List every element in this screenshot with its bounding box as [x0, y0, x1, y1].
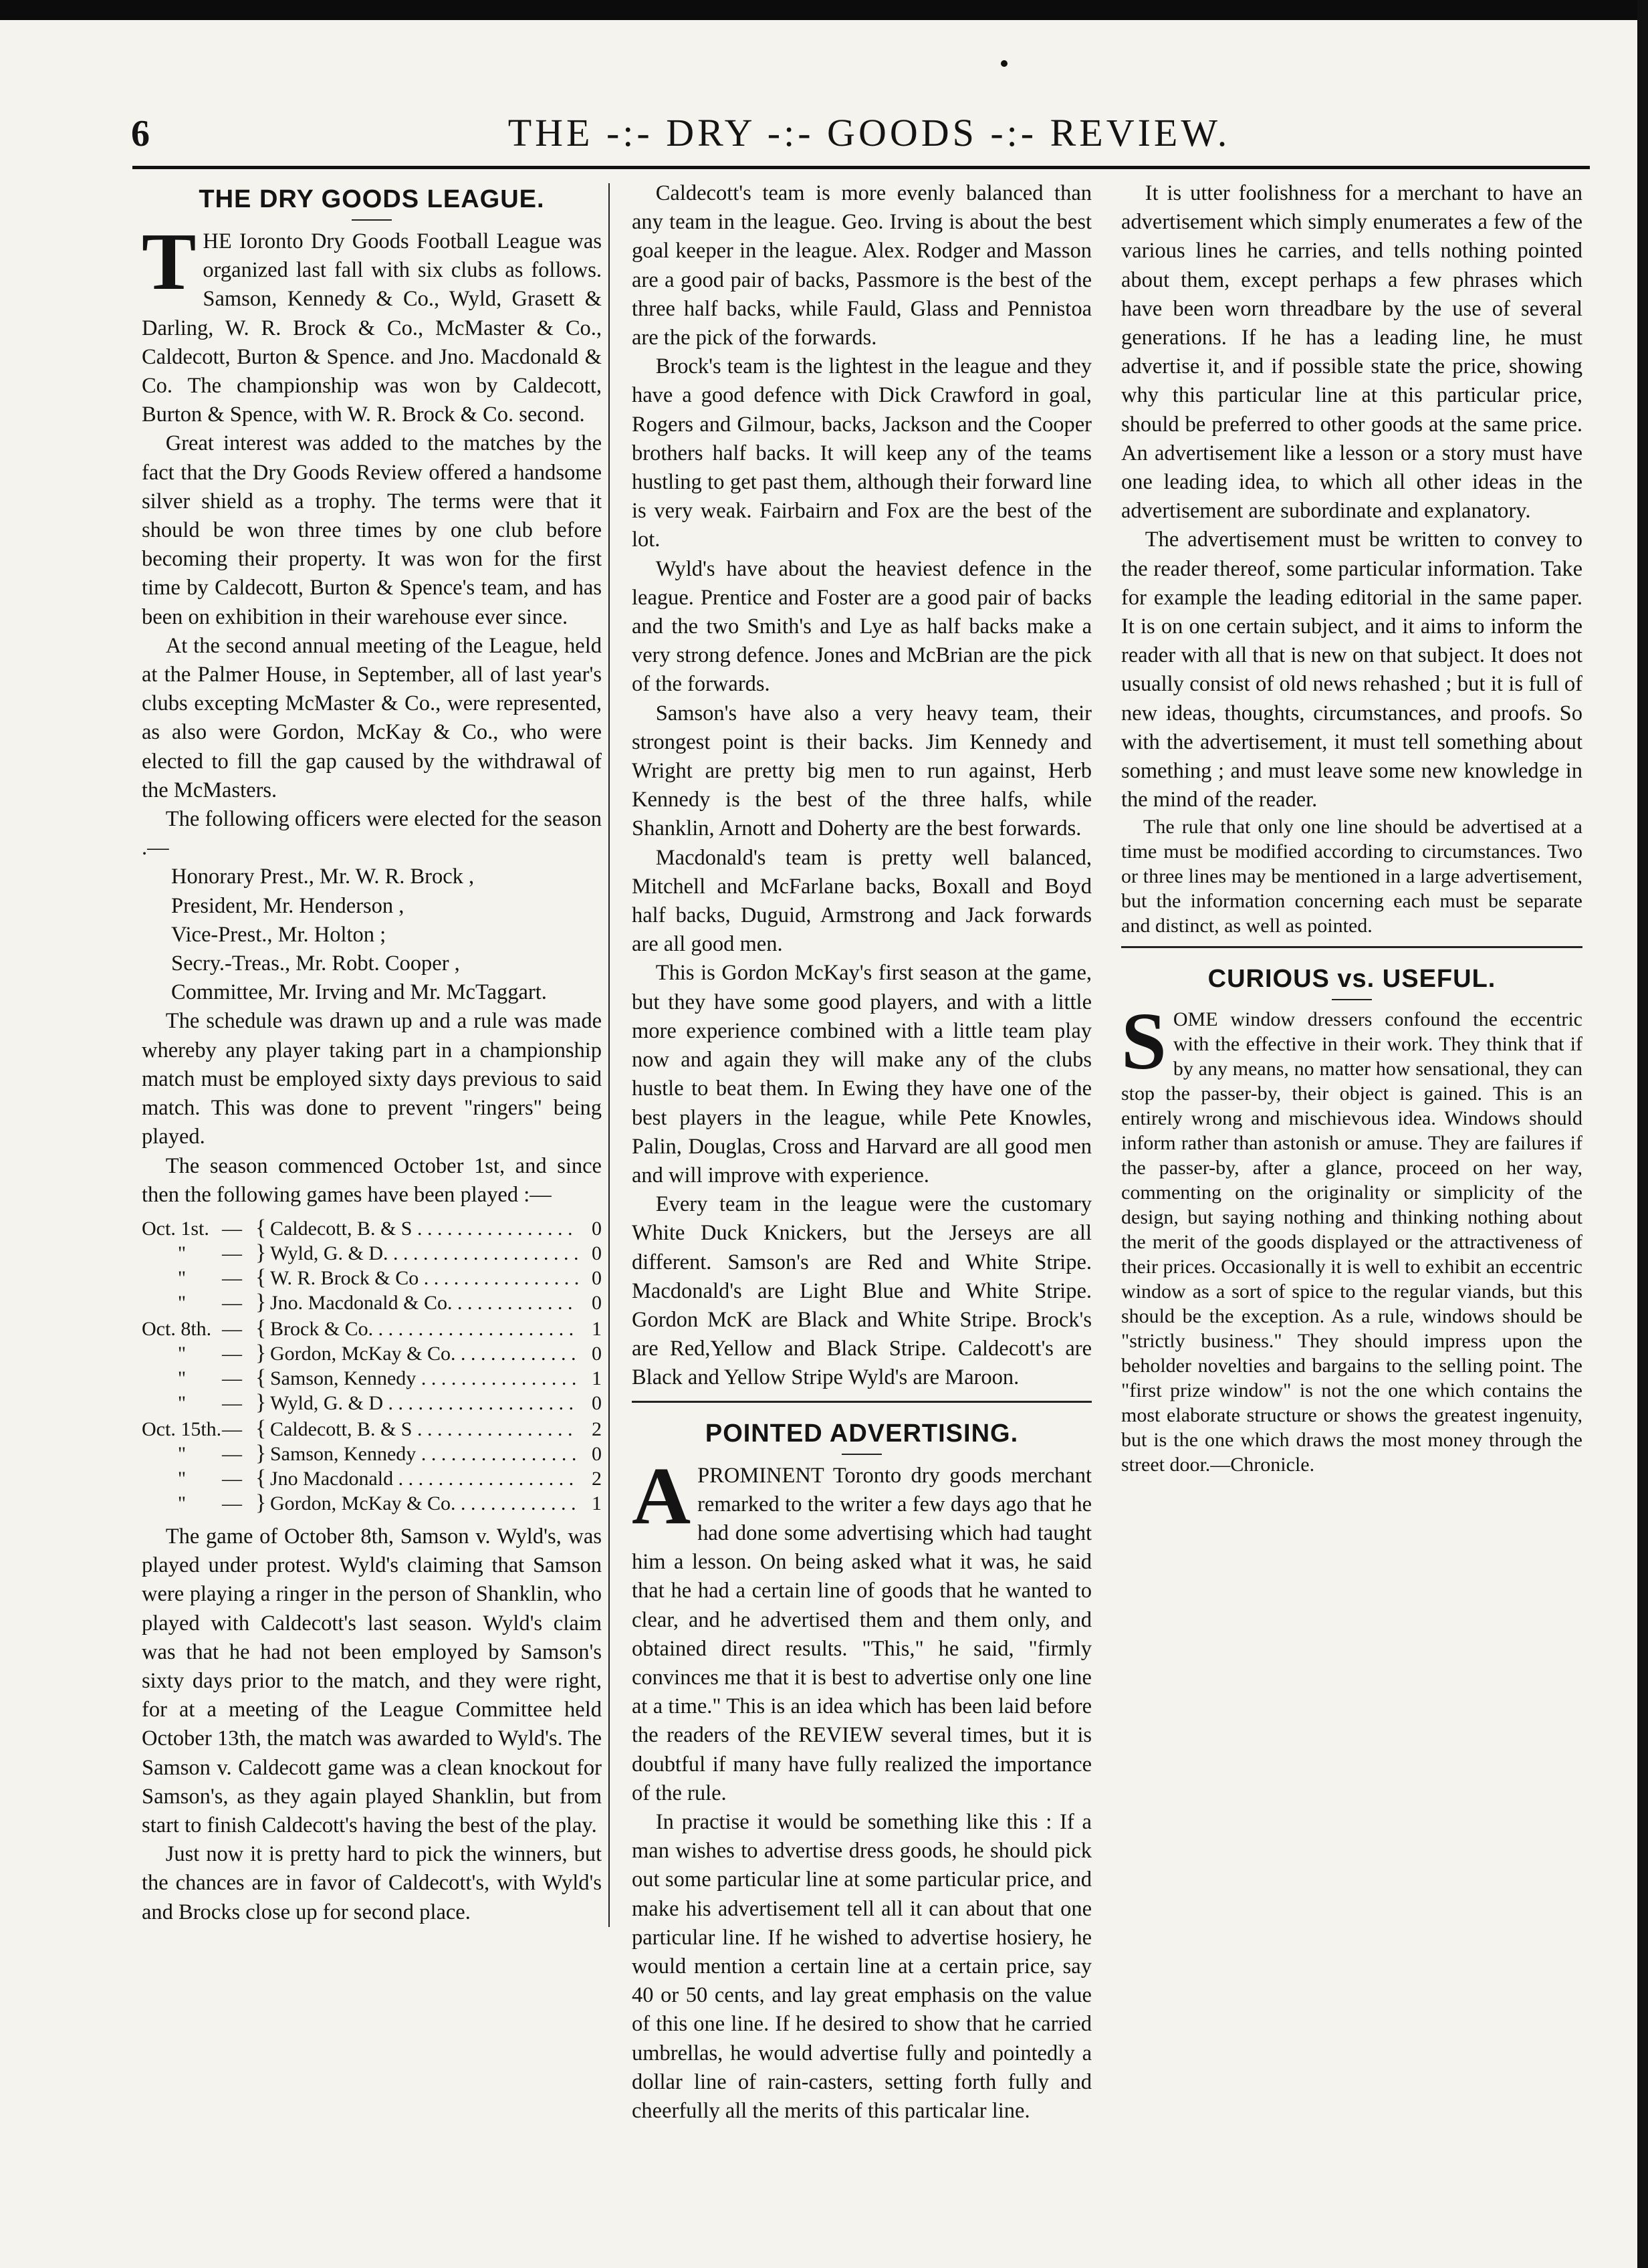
game-row — [142, 1317, 602, 1341]
game-team: Jno Macdonald . . . — [270, 1467, 579, 1491]
game-row — [142, 1241, 602, 1266]
game-row — [142, 1341, 602, 1366]
game-score: 0 — [592, 1442, 602, 1465]
game-date: " — [177, 1242, 187, 1264]
game-date: Oct. 8th. — [142, 1317, 212, 1340]
brace-glyph: } — [255, 1240, 267, 1265]
game-row — [142, 1391, 602, 1415]
game-team: Caldecott, B. & S . . . — [270, 1217, 579, 1241]
officer-line: Honorary Prest., Mr. W. R. Brock , — [171, 865, 475, 889]
league-article — [142, 183, 610, 1927]
brace-glyph: { — [255, 1415, 267, 1441]
game-date: " — [177, 1342, 187, 1365]
game-date: Oct. 1st. — [142, 1217, 209, 1240]
brace-glyph: { — [255, 1365, 267, 1390]
game-dash: — — [222, 1242, 242, 1264]
game-date: " — [177, 1492, 187, 1514]
game-dash: — — [222, 1217, 242, 1240]
game-score: 0 — [592, 1342, 602, 1365]
game-dash: — — [222, 1418, 242, 1440]
game-date: " — [177, 1367, 187, 1389]
game-row — [142, 1290, 602, 1315]
game-score: 0 — [592, 1291, 602, 1314]
game-score: 0 — [592, 1391, 602, 1414]
game-team: Gordon, McKay & Co. . . . — [270, 1492, 579, 1516]
officer-line: Committee, Mr. Irving and Mr. McTaggart. — [171, 980, 547, 1005]
league-paragraph: The following officers were elected for the season .— — [142, 807, 602, 861]
headline-rule — [842, 1454, 882, 1455]
brace-glyph: } — [255, 1440, 267, 1466]
game-dash: — — [222, 1342, 242, 1365]
game-dash: — — [222, 1266, 242, 1289]
league-paragraph: The schedule was drawn up and a rule was made whereby any player taking part in a championship match must be employed sixty days previous to said match. This was done to prevent "ringers" being played. — [142, 1009, 602, 1149]
league-paragraph: Wyld's have about the heaviest defence in the league. Prentice and Foster are a good pair of backs and the two Smith's and Lye as half backs make a very strong defence. Jones and McBrian are the pick of the forwards. — [632, 556, 1092, 697]
game-row — [142, 1466, 602, 1491]
games-list — [142, 1216, 602, 1516]
paragraph-text: OME window dressers confound the eccentric with the effective in their work. They think that if by any means, no matter how sensational, they can stop the passer-by, their object is gained. This is an entirely wrong and mischievous idea. Windows should inform rather than astonish or amuse. They are failures if the passer-by, after a glance, proceed on her way, commenting on the originality or simplicity of the design, but saying nothing and thinking nothing about the merit of the goods displayed or the attractiveness of their prices. Occasionally it is well to exhibit an eccentric window as a sort of spice to the regular viands, but this should be the exception. As a rule, windows should be "strictly business." They should impress upon the beholder novelties and bargains to the selling point. The "first prize window" is not the one which contains the most elaborate structure or shows the greatest ingenuity, but is the one which draws the most money through the street door.—Chronicle. — [1121, 1008, 1582, 1476]
game-row — [142, 1366, 602, 1391]
game-row — [142, 1442, 602, 1466]
brace-glyph: { — [255, 1264, 267, 1290]
game-dash: — — [222, 1391, 242, 1414]
game-date: " — [177, 1442, 187, 1465]
scan-speck — [1001, 60, 1008, 67]
column-1 — [142, 179, 610, 1927]
brace-glyph: } — [255, 1289, 267, 1315]
game-score: 1 — [592, 1367, 602, 1389]
section-rule — [1121, 946, 1582, 948]
scan-top-band — [0, 0, 1648, 20]
pointed-headline: POINTED ADVERTISING. — [705, 1419, 1019, 1448]
league-paragraph: Brock's team is the lightest in the league and they have a good defence with Dick Crawford in goal, Rogers and Gilmour, backs, Jackson and the Cooper brothers half backs. It will keep any of the teams hustling to get past them, although their forward line is very weak. Fairbairn and Fox are the best of the lot. — [632, 354, 1092, 552]
game-date: " — [177, 1291, 187, 1314]
header-rule — [132, 166, 1590, 169]
game-team: Brock & Co. . . . — [270, 1317, 579, 1341]
brace-glyph: } — [255, 1490, 267, 1515]
paragraph-text: HE Ioronto Dry Goods Football League was organized last fall with six clubs as follows. Samson, Kennedy & Co., Wyld, Grasett & Darling, W. R. Brock & Co., McMaster & Co., Caldecott, Burton & Spence. and Jno. Macdonald & Co. The championship was won by Caldecott, Burton & Spence, with W. R. Brock & Co. second. — [142, 229, 602, 427]
league-paragraph: The game of October 8th, Samson v. Wyld's, was played under protest. Wyld's claiming that Samson were playing a ringer in the person of Shanklin, who played with Caldecott's last season. Wyld's claim was that he had not been employed by Samson's sixty days prior to the match, and they were right, for at a meeting of the League Committee held October 13th, the match was awarded to Wyld's. The Samson v. Caldecott game was a clean knockout for Samson's, as they again played Shanklin, but from start to finish Caldecott's having the best of the play. — [142, 1524, 602, 1837]
brace-glyph: } — [255, 1389, 267, 1415]
brace-glyph: { — [255, 1465, 267, 1490]
league-paragraph: Macdonald's team is pretty well balanced, Mitchell and McFarlane backs, Boxall and Boyd half backs, Duguid, Armstrong and Jack forwards are all good men. — [632, 845, 1092, 957]
page-number: 6 — [131, 113, 150, 154]
game-team: Gordon, McKay & Co. . . . — [270, 1342, 579, 1366]
drop-cap: A — [632, 1450, 691, 1541]
game-date: " — [177, 1266, 187, 1289]
game-score: 2 — [592, 1418, 602, 1440]
league-paragraph: Great interest was added to the matches by the fact that the Dry Goods Review offered a handsome silver shield as a trophy. The terms were that it should be won three times by one club before becoming their property. It was won for the first time by Caldecott, Burton & Spence's team, and has been on exhibition in their warehouse ever since. — [142, 431, 602, 629]
column-2 — [632, 179, 1092, 2126]
pointed-paragraph: In practise it would be something like this : If a man wishes to advertise dress goods, he should pick out some particular line at some particular price, and make his advertisement tell all it can about that one particular line. If he wished to advertise hosiery, he would mention a certain line at a certain price, say 40 or 50 cents, and lay great emphasis on the value of this one line. If he desired to show that he carried umbrellas, he would advertise fully and pointedly a dollar line of rain-casters, setting forth fully and cheerfully all the merits of this particalar line. — [632, 1809, 1092, 2123]
game-row — [142, 1491, 602, 1516]
game-score: 0 — [592, 1266, 602, 1289]
league-paragraph: At the second annual meeting of the League, held at the Palmer House, in September, all of last year's clubs excepting McMaster & Co., were represented, as also were Gordon, McKay & Co., who were elected to fill the gap caused by the withdrawal of the McMasters. — [142, 633, 602, 802]
game-dash: — — [222, 1317, 242, 1340]
brace-glyph: { — [255, 1315, 267, 1341]
drop-cap: S — [1121, 996, 1167, 1087]
paragraph-text: PROMINENT Toronto dry goods merchant remarked to the writer a few days ago that he had done some advertising which had taught him a lesson. On being asked what it was, he said that he had a certain line of goods that he wanted to clear, and he advertised them and them only, and obtained direct results. "This," he said, "firmly convinces me that it is best to advertise only one line at a time." This is an idea which has been laid before the readers of the REVIEW several times, but it is doubtful if many have fully realized the importance of the rule. — [632, 1463, 1092, 1805]
section-rule — [632, 1401, 1092, 1403]
game-row — [142, 1417, 602, 1442]
league-paragraph: Just now it is pretty hard to pick the winners, but the chances are in favor of Caldecott's, with Wyld's and Brocks close up for second place. — [142, 1842, 602, 1924]
pointed-paragraph: It is utter foolishness for a merchant to have an advertisement which simply enumerates a few of the various lines he carries, and tells nothing pointed about them, except perhaps a few phrases which have been worn threadbare by the use of several generations. If he has a leading line, he must advertise it, and if possible state the price, showing why this particular line at this particular price, should be preferred to other goods at the same price. An advertisement like a lesson or a story must have one leading idea, to which all other ideas in the advertisement are subordinate and explanatory. — [1121, 181, 1582, 524]
game-team: W. R. Brock & Co . . . — [270, 1266, 579, 1290]
game-score: 2 — [592, 1467, 602, 1490]
officer-line: Vice-Prest., Mr. Holton ; — [171, 922, 386, 947]
game-team: Samson, Kennedy . . . — [270, 1367, 579, 1391]
officer-line: Secry.-Treas., Mr. Robt. Cooper , — [171, 951, 460, 976]
running-head: THE -:- DRY -:- GOODS -:- REVIEW. — [507, 111, 1231, 154]
curious-headline: CURIOUS vs. USEFUL. — [1207, 965, 1496, 994]
game-team: Jno. Macdonald & Co. . . . — [270, 1291, 579, 1315]
curious-paragraph — [1121, 996, 1582, 1477]
game-team: Wyld, G. & D. . . . — [270, 1242, 579, 1266]
game-score: 1 — [592, 1492, 602, 1514]
pointed-paragraph: The advertisement must be written to convey to the reader thereof, some particular information. Take for example the leading editorial in the same paper. It is on one certain subject, and it aims to inform the reader with all that is new on that subject. It does not usually consist of old news rehashed ; but it is full of new ideas, thoughts, circumstances, and proofs. So with the advertisement, it must tell something about something ; and must leave some new knowledge in the mind of the reader. — [1121, 528, 1582, 812]
game-dash: — — [222, 1492, 242, 1514]
game-row — [142, 1266, 602, 1290]
game-score: 0 — [592, 1217, 602, 1240]
pointed-paragraph — [632, 1450, 1092, 1808]
brace-glyph: } — [255, 1340, 267, 1365]
pointed-paragraph: The rule that only one line should be advertised at a time must be modified according to circumstances. Two or three lines may be mentioned in a large advertisement, but the information concerning each must be separate and distinct, as well as pointed. — [1121, 816, 1582, 937]
game-dash: — — [222, 1367, 242, 1389]
column-3 — [1121, 179, 1582, 1477]
game-date: Oct. 15th. — [142, 1418, 222, 1440]
drop-cap: T — [142, 217, 197, 307]
league-paragraph: Caldecott's team is more evenly balanced than any team in the league. Geo. Irving is about the best goal keeper in the league. Alex. Rodger and Masson are a good pair of backs, Passmore is the best of the three half backs, while Fauld, Glass and Pennistoa are the pick of the forwards. — [632, 181, 1092, 350]
game-date: " — [177, 1467, 187, 1490]
brace-glyph: { — [255, 1215, 267, 1240]
game-date: " — [177, 1391, 187, 1414]
league-paragraph: Every team in the league were the customary White Duck Knickers, but the Jerseys are all different. Samson's are Red and White Stripe. Macdonald's are Light Blue and White Stripe. Gordon McK are Black and White Stripe. Brock's are Red,Yellow and Black Stripe. Caldecott's are Black and Yellow Stripe Wyld's are Maroon. — [632, 1192, 1092, 1390]
league-paragraph: This is Gordon McKay's first season at the game, but they have some good players, and with a little more experience combined with a little team play now and again they will make any of the clubs hustle to beat them. In Ewing they have one of the best players in the league, while Pete Knowles, Palin, Douglas, Cross and Harvard are all good men and will improve with experience. — [632, 961, 1092, 1187]
game-team: Wyld, G. & D . . . — [270, 1391, 579, 1415]
headline-rule — [352, 219, 392, 221]
game-row — [142, 1216, 602, 1241]
game-dash: — — [222, 1291, 242, 1314]
game-dash: — — [222, 1442, 242, 1465]
game-dash: — — [222, 1467, 242, 1490]
headline-rule — [1332, 999, 1372, 1000]
game-score: 0 — [592, 1242, 602, 1264]
scan-right-edge — [1637, 0, 1648, 2268]
league-paragraph — [142, 217, 602, 429]
officer-line: President, Mr. Henderson , — [171, 893, 404, 918]
league-paragraph: Samson's have also a very heavy team, their strongest point is their backs. Jim Kennedy and Wright are pretty big men to run against, Herb Kennedy is the best of the three halfs, while Shanklin, Arnott and Doherty are the best forwards. — [632, 701, 1092, 841]
game-score: 1 — [592, 1317, 602, 1340]
game-team: Caldecott, B. & S . . . — [270, 1418, 579, 1442]
game-team: Samson, Kennedy . . . — [270, 1442, 579, 1466]
league-paragraph: The season commenced October 1st, and since then the following games have been played :— — [142, 1153, 602, 1207]
league-headline: THE DRY GOODS LEAGUE. — [199, 185, 545, 213]
